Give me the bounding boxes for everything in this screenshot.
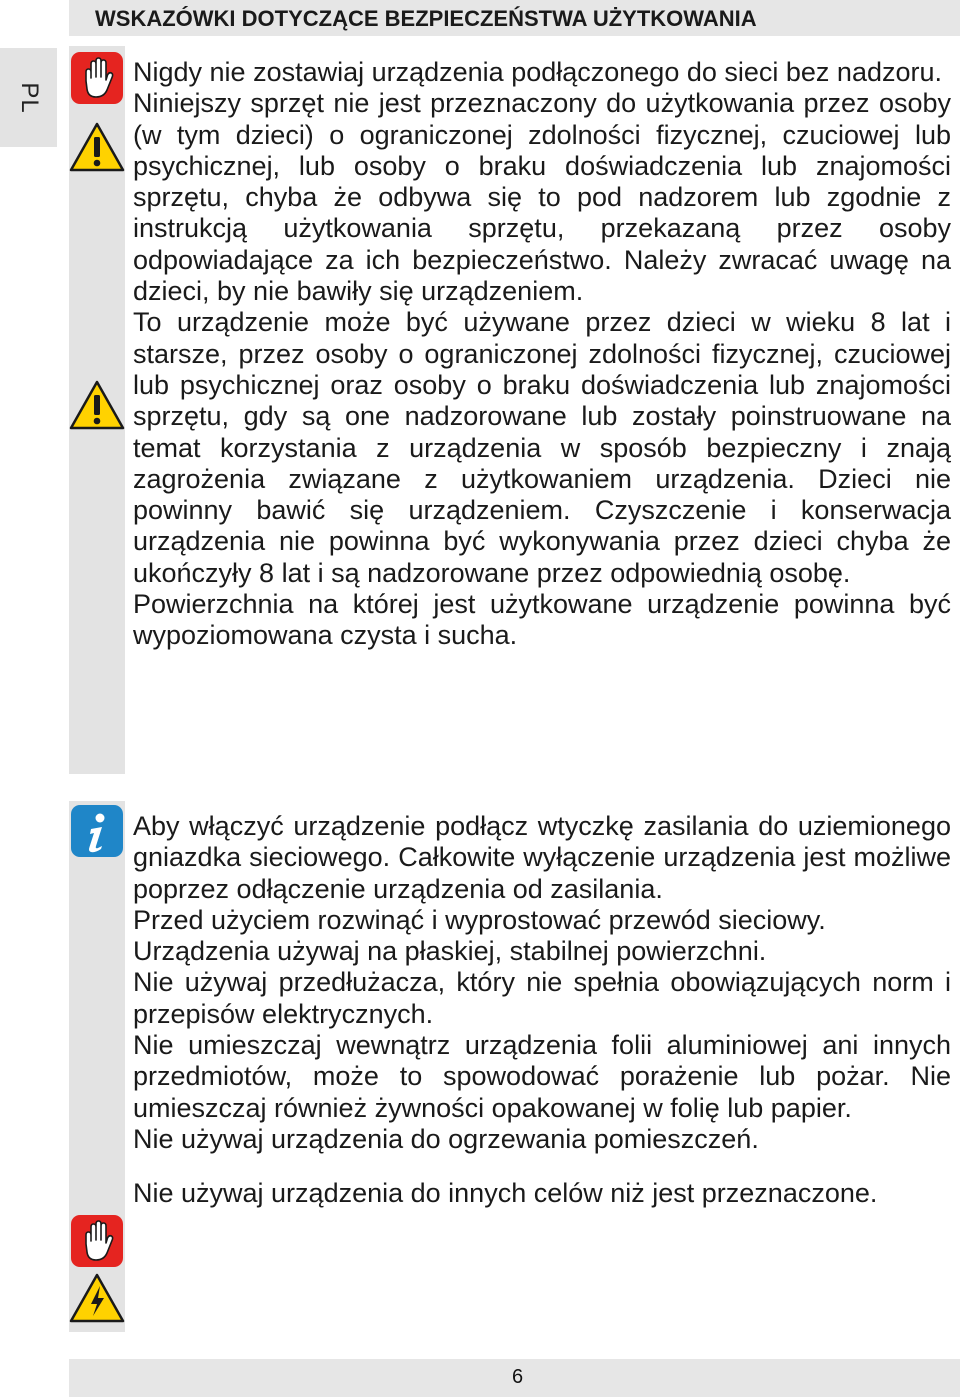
- stop-hand-icon: [69, 1213, 125, 1269]
- page-number: 6: [512, 1366, 524, 1388]
- icon-column-safety: [69, 46, 125, 774]
- warning-icon: [69, 120, 125, 176]
- paragraph: Aby włączyć urządzenie podłącz wtyczkę zasilania do uziemionego gniazdka sieciowego. Całkowite wyłączenie urządzenia jest możliwe poprzez odłączenie urządzenia od zasilania.: [133, 811, 951, 904]
- paragraph: Niniejszy sprzęt nie jest przeznaczony do użytkowania przez osoby (w tym dzieci) o ograniczonej zdolności fizycznej, czuciowej lub psychicznej, lub osoby o braku doświadczenia lub znajomości sprzętu, chyba że odbywa się to pod nadzorem lub zgodnie z instrukcją użytkowania sprzętu, przekazaną przez osoby odpowiadające za ich bezpieczeństwo. Należy zwracać uwagę na dzieci, by nie bawiły się urządzeniem.: [133, 88, 951, 307]
- usage-instructions-text: [133, 811, 951, 1210]
- page-title: WSKAZÓWKI DOTYCZĄCE BEZPIECZEŃSTWA UŻYTKOWANIA: [95, 6, 757, 31]
- stop-hand-icon: [69, 50, 125, 106]
- warning-icon: [69, 378, 125, 434]
- paragraph: Nie używaj urządzenia do ogrzewania pomieszczeń.: [133, 1123, 759, 1154]
- icon-column-usage: [69, 801, 125, 1332]
- language-label: PL: [15, 81, 43, 114]
- section-header: [69, 0, 960, 36]
- page-footer: [69, 1359, 960, 1397]
- paragraph: Nigdy nie zostawiaj urządzenia podłączonego do sieci bez nadzoru.: [133, 57, 942, 87]
- paragraph: Przed użyciem rozwinąć i wyprostować przewód sieciowy.: [133, 904, 826, 935]
- electric-shock-warning-icon: [69, 1271, 125, 1327]
- info-icon: [69, 803, 125, 859]
- safety-warnings-text: [133, 57, 951, 652]
- paragraph: To urządzenie może być używane przez dzieci w wieku 8 lat i starsze, przez osoby o ograniczonej zdolności fizycznej, czuciowej lub psychicznej oraz osoby o braku doświadczenia lub znajomości sprzętu, gdy są one nadzorowane lub zostały poinstruowane na temat korzystania z urządzenia w sposób bezpieczny i znają zagrożenia związane z użytkowaniem urządzenia. Dzieci nie powinny bawić się urządzeniem. Czyszczenie i konserwacja urządzenia nie powinna być wykonywania przez dzieci chyba że ukończyły 8 lat i są nadzorowane przez odpowiednią osobę.: [133, 307, 951, 588]
- paragraph: Powierzchnia na której jest użytkowane urządzenie powinna być wypoziomowana czysta i sucha.: [133, 589, 951, 651]
- paragraph: Nie umieszczaj wewnątrz urządzenia folii aluminiowej ani innych przedmiotów, może to spowodować porażenie lub pożar. Nie umieszczaj również żywności opakowanej w folię lub papier.: [133, 1030, 951, 1123]
- paragraph: Nie używaj urządzenia do innych celów niż jest przeznaczone.: [133, 1178, 878, 1209]
- paragraph: Urządzenia używaj na płaskiej, stabilnej powierzchni.: [133, 936, 767, 967]
- language-tab: [0, 48, 57, 147]
- paragraph: Nie używaj przedłużacza, który nie spełnia obowiązujących norm i przepisów elektrycznych.: [133, 967, 951, 1029]
